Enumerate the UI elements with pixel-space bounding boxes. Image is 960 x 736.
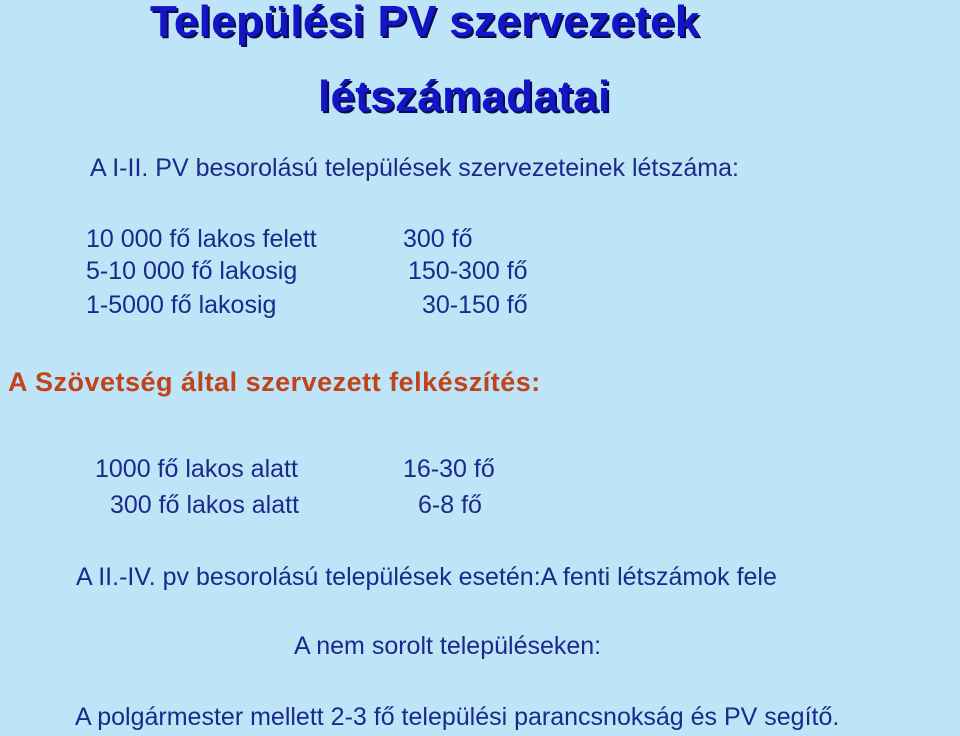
note-mayor: A polgármester mellett 2-3 fő települési parancsnokság és PV segítő. (75, 703, 840, 731)
slide-title-line-1: Települési PV szervezetek (150, 0, 700, 46)
training-row-2-staff: 6-8 fő (418, 491, 482, 519)
staffing-row-1-population: 10 000 fő lakos felett (86, 225, 317, 253)
slide-title-line-2: létszámadatai (318, 72, 611, 121)
training-row-2-population: 300 fő lakos alatt (110, 491, 300, 519)
note-category: A II.-IV. pv besorolású települések esetén:A fenti létszámok fele (76, 563, 777, 591)
staffing-row-3-population: 1-5000 fő lakosig (86, 291, 277, 319)
staffing-row-2-population: 5-10 000 fő lakosig (86, 257, 298, 285)
training-row-1-staff: 16-30 fő (403, 455, 495, 483)
intro-text: A I-II. PV besorolású települések szervezeteinek létszáma: (90, 154, 739, 182)
staffing-row-2-staff: 150-300 fő (408, 257, 528, 285)
note-unclassified: A nem sorolt településeken: (294, 632, 602, 660)
training-heading: A Szövetség által szervezett felkészítés: (8, 367, 541, 397)
staffing-row-3-staff: 30-150 fő (422, 291, 528, 319)
staffing-row-1-staff: 300 fő (403, 225, 473, 253)
training-row-1-population: 1000 fő lakos alatt (95, 455, 298, 483)
